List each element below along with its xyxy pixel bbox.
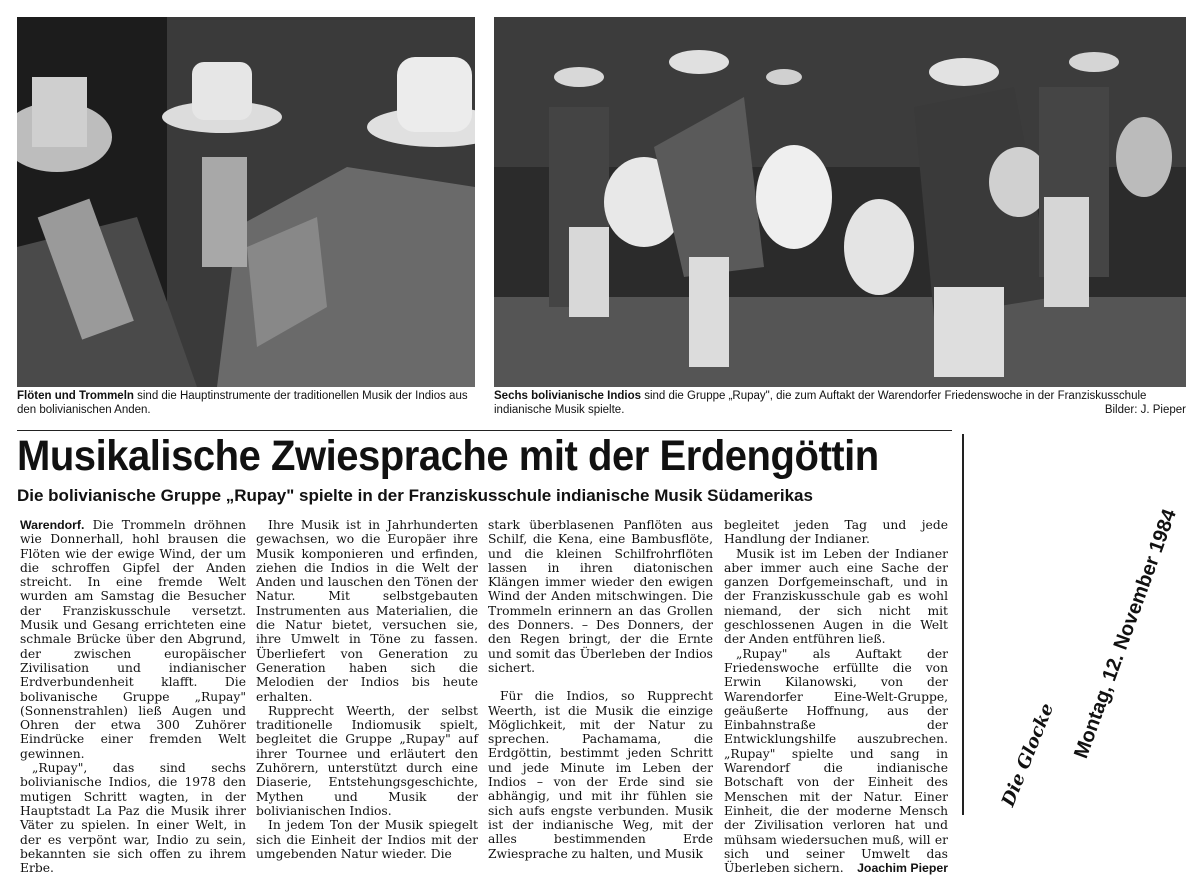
paragraph-text: „Rupay" als Auftakt der Friedenswoche erfüllte die von Erwin Kilanowski, von der Warendorfer Eine-Welt-Gruppe, geäußerte Hoffnung, aus der Einbahnstraße der Entwicklungshilfe auszubrechen. „Rupay" spielte und sang in Warendorf die indianische Botschaft von der Einheit des Menschen mit der Natur. Einer Einheit, die der moderne Mensch der Zivilisation verloren hat und mühsam wiedersuchen muß, will er sich und seiner Umwelt das Überleben sichern. xyxy=(724,646,948,875)
newspaper-logo: Die Glocke xyxy=(997,700,1059,810)
photo-credit: Bilder: J. Pieper xyxy=(1104,404,1186,416)
article-column-2 xyxy=(256,518,478,861)
paragraph-text: Die Trommeln dröhnen wie Donnerhall, hohl brausen die Flöten wie der ewige Wind, der um die schroffen Gipfel der Anden streicht. In eine fremde Welt wurden am Samstag die Besucher der Franziskusschule versetzt. Musik und Gesang errichteten eine schmale Brücke über den Abgrund, der zwischen europäischer Zivilisation und indianischer Erdverbundenheit klafft. Die bolivanische Gruppe „Rupay" (Sonnenstrahlen) ließ Augen und Ohren der etwa 300 Zuhörer Eindrücke einer fremden Welt gewinnen. xyxy=(20,518,246,761)
article-paragraph: In jedem Ton der Musik spiegelt sich die Einheit der Indios mit der umgebenden Natur wieder. Die xyxy=(256,818,478,861)
photo-flute-players-image xyxy=(17,17,475,387)
stamp-divider xyxy=(962,434,964,815)
subheadline: Die bolivianische Gruppe „Rupay" spielte in der Franziskusschule indianische Musik Südamerikas xyxy=(17,486,813,505)
caption-left-text: sind die Hauptinstrumente der traditionellen Musik der Indios aus den bolivianischen Anden. xyxy=(17,390,468,416)
dateline: Warendorf. xyxy=(20,518,85,532)
article-paragraph: Für die Indios, so Rupprecht Weerth, ist die Musik die einzige Möglichkeit, mit der Natur zu sprechen. Pachamama, die Erdgöttin, bestimmt jeden Schritt und jede Minute im Leben der Indios – von der Erde sind sie abhängig, und mit ihr fühlen sie sich aufs engste verbunden. Musik ist der indianische Weg, mit der alles bestimmenden Erde Zwiesprache zu halten, und Musik xyxy=(488,689,713,861)
article-paragraph: „Rupay", das sind sechs bolivianische Indios, die 1978 den mutigen Schritt wagten, in der Hauptstadt La Paz die Musik ihrer Väter zu spielen. In einer Welt, in der es verpönt war, Indio zu sein, bekannten sie sich offen zu ihrem Erbe. xyxy=(20,761,246,875)
article-paragraph: stark überblasenen Panflöten aus Schilf, die Kena, eine Bambusflöte, und die kleinen Schilfrohrflöten lassen in ihren diatonischen Klängen immer wieder den ewigen Wind der Anden mitschwingen. Die Trommeln erinnern an das Grollen des Donners. – Des Donners, der den Regen bringt, der die Ernte und somit das Überleben der Indios sichert. xyxy=(488,518,713,675)
article-column-4 xyxy=(724,518,948,875)
article-paragraph: Musik ist im Leben der Indianer aber immer auch eine Sache der ganzen Dorfgemeinschaft, und in der Franziskusschule gab es wohl niemand, der sich nicht mit geschlossenen Augen in die Welt der Anden entführen ließ. xyxy=(724,546,948,647)
headline: Musikalische Zwiesprache mit der Erdengöttin xyxy=(17,432,879,480)
article-paragraph xyxy=(20,518,246,761)
caption-left xyxy=(17,389,477,417)
author-byline: Joachim Pieper xyxy=(857,861,948,875)
article-paragraph: Ihre Musik ist in Jahrhunderten gewachsen, wo die Europäer ihre Musik komponieren und erfinden, ziehen die Indios in die Welt der Anden und lauschen den Tönen der Natur. Mit selbstgebauten Instrumenten aus Materialien, die die Natur bietet, versuchen sie, ihre Umwelt in Töne zu fassen. Überliefert von Generation zu Generation haben sich die Melodien der Indios bis heute erhalten. xyxy=(256,518,478,704)
caption-right-text: sind die Gruppe „Rupay", die zum Auftakt der Warendorfer Friedenswoche in der Franziskusschule indianische Musik spielte. xyxy=(494,390,1147,416)
publication-date-stamp: Montag, 12. November 1984 xyxy=(1070,506,1181,762)
caption-left-bold: Flöten und Trommeln xyxy=(17,390,134,402)
photo-flute-players xyxy=(17,17,475,387)
photo-dancing-musicians xyxy=(494,17,1186,387)
photo-dancing-musicians-image xyxy=(494,17,1186,387)
caption-right xyxy=(494,389,1186,417)
article-paragraph: begleitet jeden Tag und jede Handlung der Indianer. xyxy=(724,518,948,547)
article-paragraph xyxy=(724,647,948,875)
caption-right-bold: Sechs bolivianische Indios xyxy=(494,390,641,402)
article-column-3 xyxy=(488,518,713,861)
article-paragraph: Rupprecht Weerth, der selbst traditionelle Indiomusik spielt, begleitet die Gruppe „Rupay" auf ihrer Tournee und erläutert den Zuhörern, unterstützt durch eine Diaserie, Entstehungsgeschichte, Mythen und Musik der bolivianischen Indios. xyxy=(256,703,478,818)
article-column-1 xyxy=(20,518,246,875)
